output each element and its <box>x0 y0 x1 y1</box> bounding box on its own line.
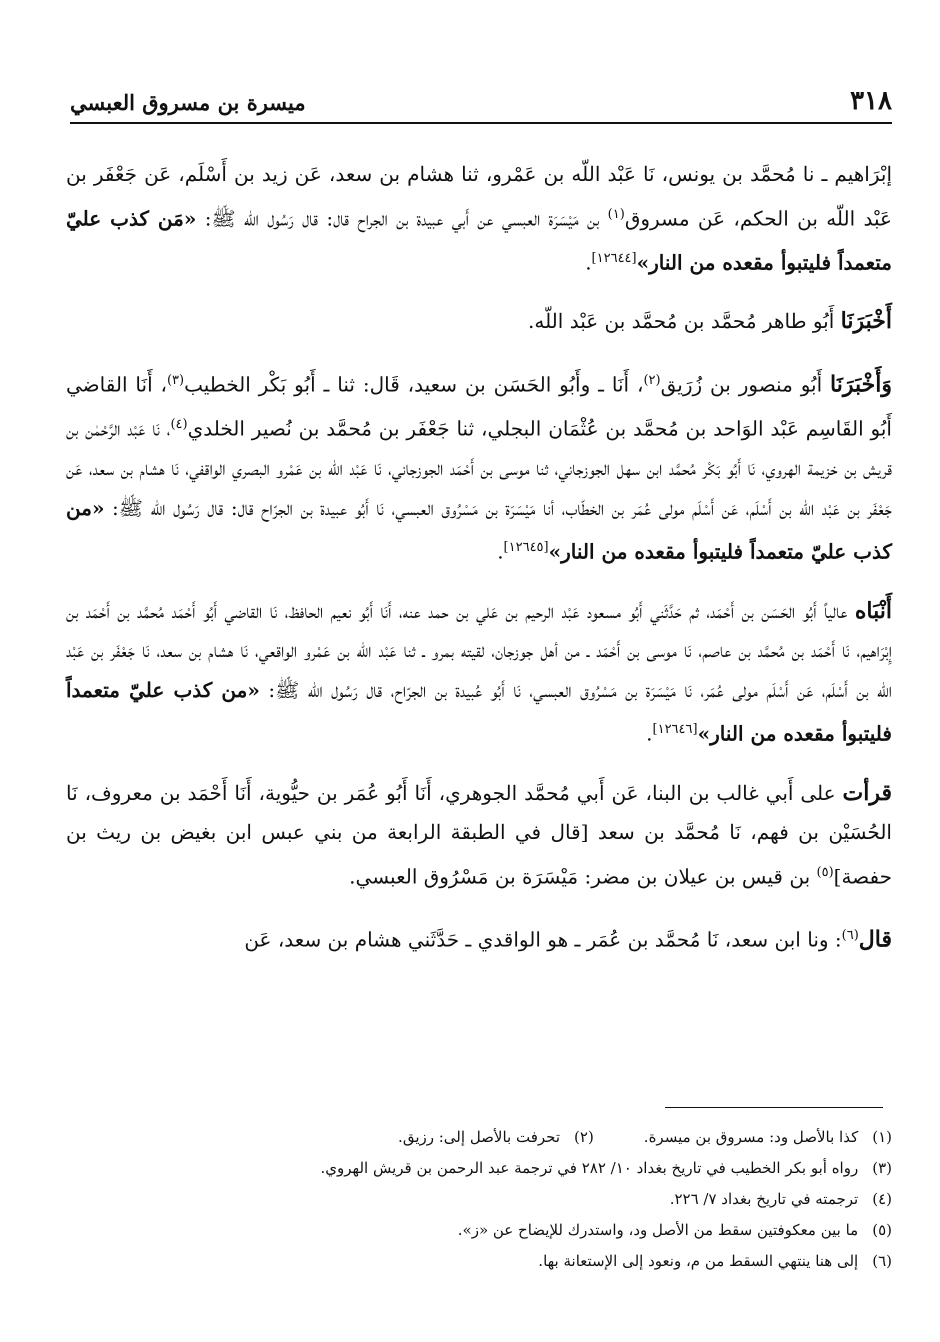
text-run: إبْرَاهيم ـ نا مُحمَّد بن يونس، نَا عَبْد اللّه بن عَمْرو، ثنا هشام بن سعد، عَن زيد بن أَسْلَم، عَن جَعْفَر بن عَبْد اللّه بن الحكم، عَن مسروق <box>66 162 892 231</box>
page-header <box>70 82 892 124</box>
footnote <box>66 1246 892 1277</box>
hadith-text: «من كذب عليّ متعمداً فليتبوأ مقعده من النار» <box>66 677 892 747</box>
footnote-marker: (٥) <box>816 864 834 880</box>
footnote <box>644 1122 892 1153</box>
text-run: . <box>497 540 504 565</box>
footnote-number: (٦) <box>872 1252 892 1270</box>
paragraph <box>66 302 892 342</box>
hadith-reference-number: [١٢٦٤٦] <box>652 722 698 738</box>
text-run: أَبُو طاهر مُحمَّد بن مُحمَّد بن عَبْد اللّه. <box>527 309 841 334</box>
footnote-marker: (١) <box>607 206 625 222</box>
main-text <box>66 155 892 979</box>
hadith-text: «مَن كذب عليّ متعمداً فليتبوأ مقعده من النار» <box>66 206 892 275</box>
footnote-text: ترجمته في تاريخ بغداد ٧/ ٢٢٦. <box>669 1190 859 1208</box>
paragraph <box>66 774 892 897</box>
footnote-marker: (٣) <box>166 372 185 388</box>
text-run: بن مَيْسَرَة العبسي عن أَبي عبيدة بن الجراح قال: قال رَسُول اللّه ﷺ: <box>196 206 608 231</box>
text-run: أَبُو منصور بن زُرَيق <box>660 372 831 397</box>
footnote-number: (٢) <box>574 1128 594 1146</box>
footnote-text: كذا بالأصل ود: مسروق بن ميسرة. <box>643 1128 859 1146</box>
footnote <box>398 1122 594 1153</box>
hadith-text: «من كذب عليّ متعمداً فليتبوأ مقعده من النار» <box>66 495 892 565</box>
text-run: ، أَنَا القاضي أَبُو القَاسِم عَبْد الوَاحد بن مُحمَّد بن عُثْمَان البجلي، ثنا جَعْفَر بن مُحمَّد بن نُصير الخلدي <box>66 372 892 441</box>
paragraph <box>66 155 892 283</box>
footnote-marker: (٢) <box>643 372 661 388</box>
text-run: ، نَا عَبْد الرَّحْمٰن بن قريش بن خزيمة الهروي، نَا أَبُو بَكْر مُحمَّد ابن سهل الجوزجاني، ثنا موسى بن أَحْمَد الجوزجاني، نَا عَبْد اللّه بن عَمْرو البصري الواقفي، نَا هشام بن سعد، عَن جَعْفَر بن عَبْد اللّه بن أَسْلَم، عَن أَسْلَم مولى عُمَر بن الخطّاب، أنا مَيْسَرَة بن مَسْرُوق العبسي، نَا أَبُو عبيدة بن الجرّاح قال: قال رَسُول اللّه ﷺ: <box>66 416 893 520</box>
text-run: ، أَنَا ـ وأَبُو الحَسَن بن سعيد، قَال: ثنا ـ أَبُو بَكْر الخطيب <box>184 372 644 397</box>
text-run: بن قيس بن عيلان بن مضر: مَيْسَرَة بن مَسْرُوق العبسي. <box>349 864 817 889</box>
text-run: : ونا ابن سعد، نَا مُحمَّد بن عُمَر ـ هو الواقدي ـ حَدَّثَني هشام بن سعد، عَن <box>244 927 842 952</box>
footnote-text: رواه أبو بكر الخطيب في تاريخ بغداد ١٠/ ٢٨٢ في ترجمة عبد الرحمن بن قريش الهروي. <box>320 1159 859 1177</box>
footnote-number: (١) <box>872 1128 892 1146</box>
text-run: . <box>646 722 653 747</box>
footnote-marker: (٤) <box>170 416 188 432</box>
page-number: ٣١٨ <box>850 86 892 116</box>
paragraph-lead-word: أَخْبَرَنَا <box>840 308 892 335</box>
footnote-number: (٤) <box>872 1190 892 1208</box>
footnote-divider <box>665 1107 883 1108</box>
text-run: على أَبي غالب بن البنا، عَن أَبي مُحمَّد الجوهري، أَنَا أَبُو عُمَر بن حيُّوية، أَنَا أَحْمَد بن معروف، نَا الحُسَيْن بن فهم، نَا مُحمَّد بن سعد [قال في الطبقة الرابعة من بني عبس ابن بغيض بن ريث بن حفصة] <box>66 780 892 889</box>
paragraph <box>66 916 892 960</box>
paragraph-lead-word: قال <box>858 926 892 953</box>
footnotes <box>66 1122 892 1277</box>
footnote-text: تحرفت بالأصل إلى: رزيق. <box>398 1128 561 1146</box>
paragraph-lead-word: وَأَخْبَرَنَا <box>830 371 892 398</box>
paragraph <box>66 361 892 573</box>
footnote-number: (٣) <box>872 1159 892 1177</box>
footnote <box>66 1215 892 1246</box>
footnote-text: ما بين معكوفتين سقط من الأصل ود، واستدرك للإيضاح عن «ز». <box>457 1221 859 1239</box>
footnote-marker: (٦) <box>841 928 859 944</box>
text-run: عالياً أَبُو الحَسَن بن أَحْمَد، ثم حَدَّثَني أَبُو مسعود عَبْد الرحيم بن عَلي بن حمد عنه، أَنَا أَبُو نعيم الحافظ، نَا القاضي أَبُو أَحْمَد مُحمَّد بن أَحْمَد بن إِبْرَاهيم، نَا أَحْمَد بن مُحمَّد بن عاصم، نَا موسى بن أَحْمَد ـ من أهل جوزجان، لقيته بمرو ـ ثنا عَبْد اللّه بن عَمْرو الواقعي، نَا هشام بن سعد، نَا جَعْفَر بن عَبْد اللّه بن أَسْلَم، عَن أَسْلَم مولى عُمَر، نَا مَيْسَرَة بن مَسْرُوق العبسي، نَا أَبُو عُبيدة بن الجرّاح، قال رَسُول اللّه ﷺ: <box>66 598 892 702</box>
footnote-text: إلى هنا ينتهي السقط من م، ونعود إلى الإستعانة بها. <box>538 1252 859 1270</box>
running-title: ميسرة بن مسروق العبسي <box>70 90 306 115</box>
paragraph-lead-word: أَنْبَاه <box>854 597 892 624</box>
footnote <box>66 1184 892 1215</box>
hadith-reference-number: [١٢٦٤٤] <box>591 250 637 266</box>
footnote <box>66 1153 892 1184</box>
footnote-number: (٥) <box>872 1221 892 1239</box>
paragraph <box>66 592 892 755</box>
paragraph-lead-word: قرأت <box>842 779 892 806</box>
footnote-row <box>66 1122 892 1153</box>
hadith-reference-number: [١٢٦٤٥] <box>503 540 549 556</box>
text-run: . <box>585 250 592 275</box>
